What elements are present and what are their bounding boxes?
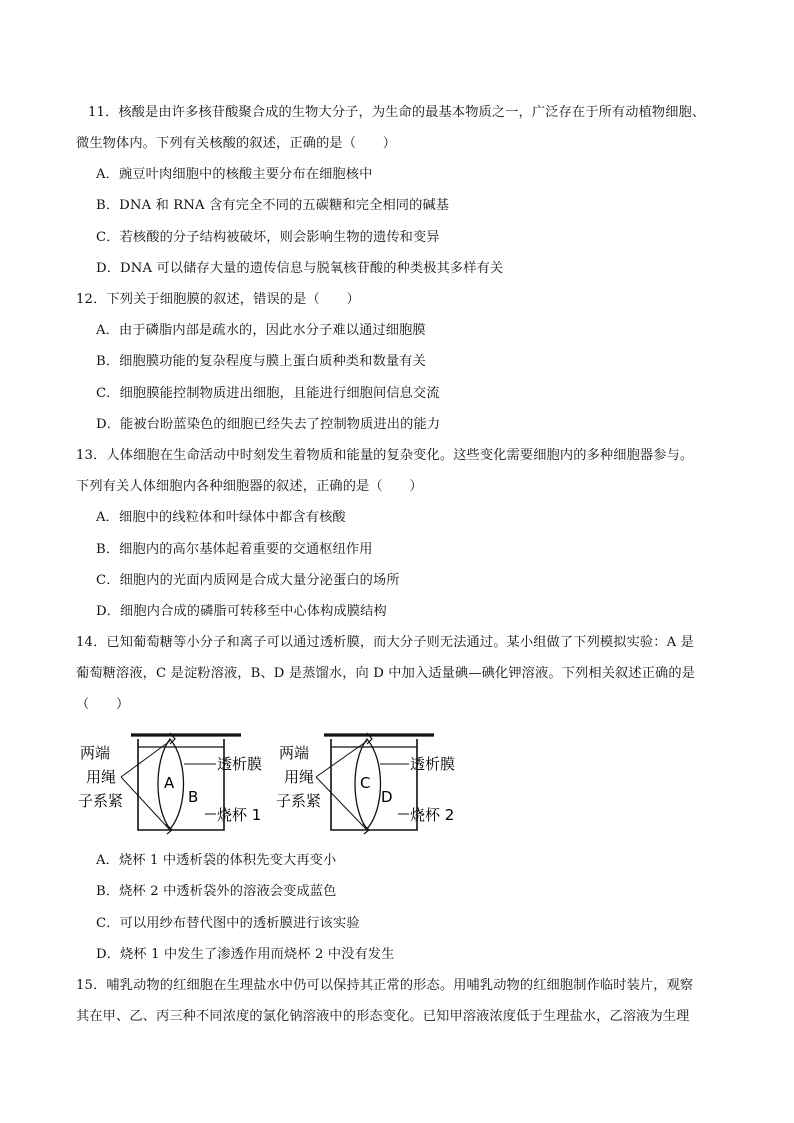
q11-option-d: D．DNA 可以储存大量的遗传信息与脱氧核苷酸的种类极其多样有关 — [96, 261, 504, 276]
q12-option-d: D．能被台盼蓝染色的细胞已经失去了控制物质进出的能力 — [96, 417, 441, 432]
beaker-label-2: 烧杯 2 — [410, 806, 455, 824]
q15-stem-line-2: 其在甲、乙、丙三种不同浓度的氯化钠溶液中的形态变化。已知甲溶液浓度低于生理盐水，乙溶液为生理 — [76, 1009, 690, 1024]
q14-stem-line-1: 14．已知葡萄糖等小分子和离子可以通过透析膜，而大分子则无法通过。某小组做了下列模拟实验：A 是 — [76, 635, 694, 650]
side-label-2-line-3: 子系紧 — [276, 792, 322, 810]
q13-option-d: D．细胞内合成的磷脂可转移至中心体构成膜结构 — [96, 604, 387, 619]
beaker-1-diagram — [78, 733, 262, 834]
q13-stem-line-1: 13．人体细胞在生命活动中时刻发生着物质和能量的复杂变化。这些变化需要细胞内的多种细胞器参与。 — [76, 448, 694, 463]
q14-option-d: D．烧杯 1 中发生了渗透作用而烧杯 2 中没有发生 — [96, 947, 395, 962]
q13-option-c: C．细胞内的光面内质网是合成大量分泌蛋白的场所 — [96, 573, 400, 588]
inner-label-c: C — [360, 774, 371, 792]
q14-option-c: C．可以用纱布替代图中的透析膜进行该实验 — [96, 916, 360, 931]
q11-stem-line-1: 11．核酸是由许多核苷酸聚合成的生物大分子，为生命的最基本物质之一，广泛存在于所有动植物细胞、 — [88, 105, 706, 120]
q11-stem-line-2: 微生物体内。下列有关核酸的叙述，正确的是（ ） — [76, 136, 397, 151]
q11-option-c: C．若核酸的分子结构被破坏，则会影响生物的遗传和变异 — [96, 230, 440, 245]
side-label-1-line-2: 用绳 — [86, 768, 117, 786]
q13-option-b: B．细胞内的高尔基体起着重要的交通枢纽作用 — [96, 542, 373, 557]
q14-stem-line-3: （ ） — [76, 697, 130, 712]
outer-label-b: B — [188, 788, 199, 806]
beaker-1-outline — [138, 739, 224, 830]
q14-option-b: B．烧杯 2 中透析袋外的溶液会变成蓝色 — [96, 884, 337, 899]
q11-option-a: A．豌豆叶肉细胞中的核酸主要分布在细胞核中 — [96, 167, 373, 182]
membrane-label-2: 透析膜 — [410, 755, 456, 773]
membrane-label-1: 透析膜 — [217, 755, 263, 773]
side-label-2-line-2: 用绳 — [284, 768, 315, 786]
q14-option-a: A．烧杯 1 中透析袋的体积先变大再变小 — [96, 853, 337, 868]
q12-option-a: A．由于磷脂内部是疏水的，因此水分子难以通过细胞膜 — [96, 323, 426, 338]
side-label-2-line-1: 两端 — [279, 744, 310, 762]
q11-option-b: B．DNA 和 RNA 含有完全不同的五碳糖和完全相同的碱基 — [96, 198, 450, 213]
q12-option-b: B．细胞膜功能的复杂程度与膜上蛋白质种类和数量有关 — [96, 354, 426, 369]
side-label-1-line-1: 两端 — [80, 744, 111, 762]
outer-label-d: D — [381, 788, 393, 806]
pointer-bottom-2 — [316, 777, 366, 829]
beaker-label-1: 烧杯 1 — [217, 806, 262, 824]
q12-option-c: C．细胞膜能控制物质进出细胞，且能进行细胞间信息交流 — [96, 386, 440, 401]
beaker-2-diagram — [276, 733, 455, 834]
q15-stem-line-1: 15．哺乳动物的红细胞在生理盐水中仍可以保持其正常的形态。用哺乳动物的红细胞制作临时装片，观察 — [76, 978, 694, 993]
q13-option-a: A．细胞中的线粒体和叶绿体中都含有核酸 — [96, 510, 346, 525]
q13-stem-line-2: 下列有关人体细胞内各种细胞器的叙述，正确的是（ ） — [76, 479, 423, 494]
dialysis-experiment-figure — [76, 730, 476, 838]
beaker-2-outline — [331, 739, 417, 830]
q12-stem: 12．下列关于细胞膜的叙述，错误的是（ ） — [76, 292, 360, 307]
q14-stem-line-2: 葡萄糖溶液，C 是淀粉溶液，B、D 是蒸馏水，向 D 中加入适量碘—碘化钾溶液。下列相关叙述正确的是 — [76, 666, 696, 681]
pointer-bottom-1 — [121, 777, 169, 829]
side-label-1-line-3: 子系紧 — [78, 792, 124, 810]
inner-label-a: A — [164, 774, 175, 792]
